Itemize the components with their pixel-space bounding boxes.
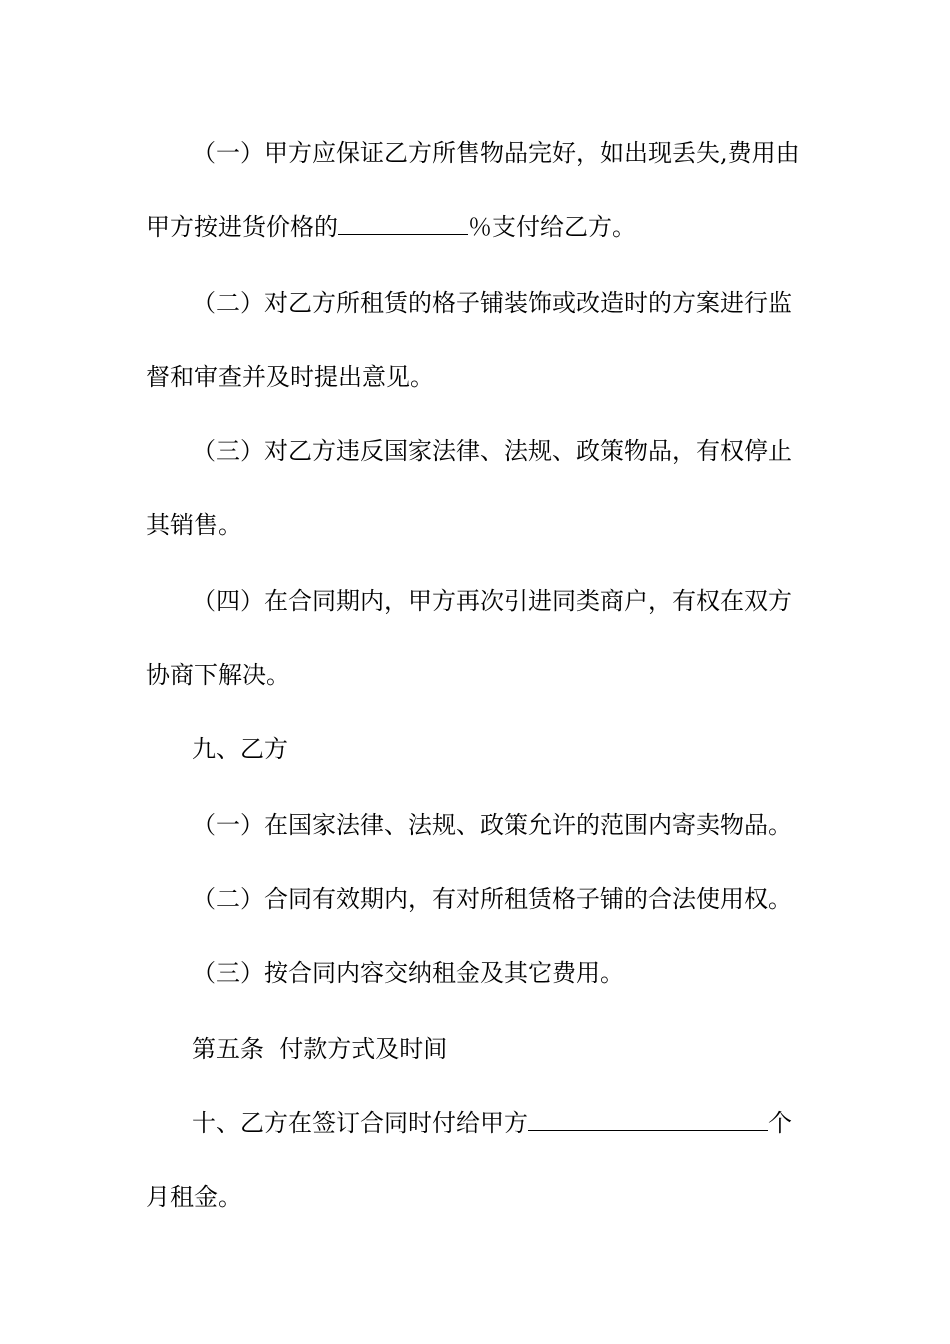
paragraph-2-line-1 <box>192 288 806 318</box>
paragraph-text: 其销售。 <box>146 511 242 539</box>
section-nine-heading <box>192 734 852 764</box>
article-heading: 第五条 付款方式及时间 <box>192 1035 448 1063</box>
paragraph-text: 十、乙方在签订合同时付给甲方 <box>192 1109 528 1137</box>
section-nine-item-2 <box>192 884 806 914</box>
section-nine-item-3 <box>192 958 806 988</box>
paragraph-text: 协商下解决。 <box>146 661 290 689</box>
paragraph-text: 甲方按进货价格的 <box>146 213 338 241</box>
paragraph-3-line-1 <box>192 436 806 466</box>
paragraph-1-line-2 <box>146 212 806 242</box>
paragraph-text: （一）甲方应保证乙方所售物品完好，如出现丢失,费用由 <box>192 139 800 167</box>
paragraph-text: 个 <box>768 1109 792 1137</box>
paragraph-1-line-1 <box>192 138 806 168</box>
paragraph-2-line-2 <box>146 362 806 392</box>
paragraph-10-line-1 <box>192 1108 806 1138</box>
paragraph-4-line-1 <box>192 586 806 616</box>
section-heading: 九、乙方 <box>192 735 288 763</box>
paragraph-text: 月租金。 <box>146 1183 242 1211</box>
paragraph-text: （二）合同有效期内，有对所租赁格子铺的合法使用权。 <box>192 885 792 913</box>
paragraph-text: （二）对乙方所租赁的格子铺装饰或改造时的方案进行监 <box>192 289 792 317</box>
paragraph-4-line-2 <box>146 660 806 690</box>
article-five-heading <box>192 1034 852 1064</box>
fill-in-blank-months <box>528 1108 768 1131</box>
paragraph-3-line-2 <box>146 510 806 540</box>
paragraph-text: ％支付给乙方。 <box>468 213 636 241</box>
paragraph-text: （四）在合同期内，甲方再次引进同类商户，有权在双方 <box>192 587 792 615</box>
paragraph-text: （三）对乙方违反国家法律、法规、政策物品，有权停止 <box>192 437 792 465</box>
section-nine-item-1 <box>192 810 806 840</box>
fill-in-blank-percentage <box>338 212 468 235</box>
paragraph-text: （三）按合同内容交纳租金及其它费用。 <box>192 959 624 987</box>
paragraph-text: 督和审查并及时提出意见。 <box>146 363 434 391</box>
paragraph-10-line-2 <box>146 1182 806 1212</box>
paragraph-text: （一）在国家法律、法规、政策允许的范围内寄卖物品。 <box>192 811 792 839</box>
